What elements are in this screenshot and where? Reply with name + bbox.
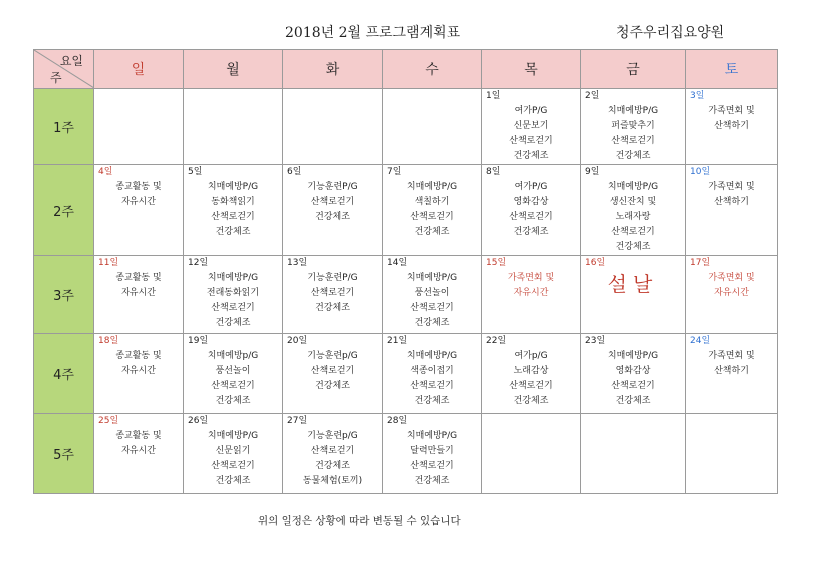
activity-item: 종교활동 및	[115, 431, 162, 441]
cell-date: 21일	[387, 336, 408, 346]
activity-item: 퍼즐맞추기	[611, 121, 655, 131]
activity-item: 풍선놀이	[414, 288, 450, 298]
day-cell	[383, 165, 482, 256]
day-cell	[184, 165, 283, 256]
cell-date: 18일	[98, 336, 119, 346]
activity-item: 기능훈련P/G	[307, 273, 358, 283]
day-cell	[283, 89, 383, 165]
day-cell	[184, 414, 283, 494]
organization-name: 청주우리집요양원	[616, 25, 725, 41]
activity-item: 산책로걷기	[310, 446, 355, 456]
activity-item: 동화책읽기	[211, 197, 255, 207]
activity-item: 산책로걷기	[310, 288, 355, 298]
day-header-row	[34, 50, 778, 89]
cell-date: 20일	[287, 336, 308, 346]
activity-item: 동물체험(토끼)	[302, 476, 363, 486]
cell-date: 13일	[287, 258, 308, 268]
activity-item: 치매예방P/G	[406, 182, 458, 192]
activity-item: 산책로걷기	[509, 136, 553, 146]
activity-item: 색종이접기	[410, 366, 454, 376]
cell-date: 7일	[387, 167, 402, 177]
cell-date: 2일	[585, 91, 600, 101]
day-header: 수	[383, 50, 482, 89]
day-cell	[482, 414, 581, 494]
activity-item: 가족면회 및	[708, 273, 755, 283]
activity-item: 여가P/G	[514, 182, 548, 192]
cell-date: 19일	[188, 336, 209, 346]
day-cell	[482, 256, 581, 334]
cell-date: 15일	[486, 258, 507, 268]
day-cell	[94, 414, 184, 494]
cell-date: 8일	[486, 167, 501, 177]
activity-item: 신문보기	[513, 121, 549, 131]
activity-item: 달력만들기	[410, 446, 454, 456]
schedule-body	[34, 89, 778, 494]
activity-item: 산책로걷기	[211, 381, 255, 391]
activity-item: 건강체조	[513, 227, 549, 237]
activity-item: 건강체조	[315, 212, 350, 222]
activity-item: 산책로걷기	[410, 212, 454, 222]
week-row	[34, 165, 778, 256]
cell-date: 3일	[690, 91, 705, 101]
day-cell	[94, 256, 184, 334]
cell-date: 10일	[690, 167, 711, 177]
activity-item: 건강체조	[215, 396, 251, 406]
footer-note: 위의 일정은 상황에 따라 변동될 수 있습니다	[258, 515, 461, 527]
activity-item: 건강체조	[414, 396, 450, 406]
activity-item: 기능훈련p/G	[307, 351, 358, 361]
activity-item: 산책로걷기	[410, 303, 454, 313]
activity-item: 산책로걷기	[509, 212, 553, 222]
day-cell	[686, 89, 778, 165]
cell-date: 25일	[98, 416, 119, 426]
activity-item: 영화감상	[615, 366, 651, 376]
day-cell	[184, 334, 283, 414]
activity-item: 생신잔치 및	[609, 197, 657, 207]
day-cell	[383, 256, 482, 334]
cell-date: 16일	[585, 258, 606, 268]
activity-item: 건강체조	[615, 396, 651, 406]
activity-item: 건강체조	[315, 303, 350, 313]
cell-date: 17일	[690, 258, 711, 268]
activity-item: 색칠하기	[414, 197, 450, 207]
cell-date: 27일	[287, 416, 308, 426]
activity-item: 치매예방P/G	[607, 351, 659, 361]
corner-week-label: 주	[50, 71, 62, 85]
cell-date: 11일	[98, 258, 119, 268]
activity-item: 치매예방P/G	[207, 431, 259, 441]
activity-item: 가족면회 및	[507, 273, 555, 283]
activity-item: 자유시간	[121, 288, 156, 298]
week-row	[34, 334, 778, 414]
activity-item: 산책로걷기	[211, 212, 255, 222]
activity-item: 건강체조	[315, 381, 350, 391]
day-cell	[383, 414, 482, 494]
day-cell	[686, 414, 778, 494]
day-cell	[581, 256, 686, 334]
cell-date: 4일	[98, 167, 113, 177]
activity-item: 신문읽기	[215, 446, 251, 456]
day-cell	[283, 165, 383, 256]
activity-item: 치매예방P/G	[406, 351, 458, 361]
day-cell	[581, 414, 686, 494]
activity-item: 건강체조	[315, 461, 350, 471]
activity-item: 건강체조	[215, 476, 251, 486]
activity-item: 건강체조	[513, 396, 549, 406]
activity-item: 노래감상	[513, 366, 549, 376]
week-row	[34, 414, 778, 494]
cell-date: 24일	[690, 336, 711, 346]
activity-item: 치매예방P/G	[207, 273, 259, 283]
activity-item: 기능훈련P/G	[307, 182, 358, 192]
week-label: 2주	[34, 165, 94, 256]
activity-item: 여가p/G	[514, 351, 548, 361]
activity-item: 풍선놀이	[215, 366, 251, 376]
activity-item: 자유시간	[513, 288, 549, 298]
activity-item: 건강체조	[513, 151, 549, 161]
activity-item: 건강체조	[215, 227, 251, 237]
week-label: 4주	[34, 334, 94, 414]
cell-date: 23일	[585, 336, 606, 346]
activity-item: 산책로걷기	[410, 381, 454, 391]
corner-header	[34, 50, 94, 89]
activity-item: 산책하기	[714, 197, 749, 207]
activity-item: 치매예방p/G	[207, 351, 259, 361]
activity-item: 자유시간	[121, 366, 156, 376]
activity-item: 종교활동 및	[115, 351, 162, 361]
activity-item: 산책로걷기	[611, 227, 655, 237]
activity-item: 산책하기	[714, 366, 749, 376]
activity-item: 건강체조	[414, 318, 450, 328]
document-title: 2018년 2월 프로그램계획표	[285, 25, 461, 41]
day-cell	[184, 89, 283, 165]
day-cell	[94, 334, 184, 414]
day-cell	[482, 165, 581, 256]
activity-item: 자유시간	[714, 288, 749, 298]
day-cell	[482, 334, 581, 414]
week-label: 5주	[34, 414, 94, 494]
day-cell	[686, 334, 778, 414]
day-header: 월	[184, 50, 283, 89]
activity-item: 건강체조	[615, 151, 651, 161]
activity-item: 건강체조	[215, 318, 251, 328]
cell-date: 14일	[387, 258, 408, 268]
activity-item: 종교활동 및	[115, 182, 162, 192]
day-cell	[283, 256, 383, 334]
activity-item: 치매예방P/G	[406, 273, 458, 283]
day-cell	[184, 256, 283, 334]
activity-item: 가족면회 및	[708, 351, 755, 361]
corner-day-label: 요일	[59, 54, 83, 68]
activity-item: 종교활동 및	[115, 273, 162, 283]
activity-item: 산책로걷기	[310, 197, 355, 207]
day-header: 일	[94, 50, 184, 89]
week-label: 1주	[34, 89, 94, 165]
activity-item: 가족면회 및	[708, 182, 755, 192]
activity-item: 산책로걷기	[509, 381, 553, 391]
day-header: 화	[283, 50, 383, 89]
activity-item: 건강체조	[414, 476, 450, 486]
activity-item: 치매예방P/G	[207, 182, 259, 192]
cell-date: 22일	[486, 336, 507, 346]
activity-item: 치매예방P/G	[607, 182, 659, 192]
activity-item: 노래자랑	[615, 212, 651, 222]
activity-item: 산책로걷기	[410, 461, 454, 471]
day-header: 토	[686, 50, 778, 89]
schedule-table	[33, 49, 778, 494]
day-cell	[581, 334, 686, 414]
cell-date: 9일	[585, 167, 600, 177]
cell-date: 1일	[486, 91, 501, 101]
week-row	[34, 256, 778, 334]
day-cell	[686, 165, 778, 256]
day-header: 목	[482, 50, 581, 89]
activity-item: 자유시간	[121, 446, 156, 456]
activity-item: 자유시간	[121, 197, 156, 207]
activity-item: 치매예방P/G	[406, 431, 458, 441]
activity-item: 건강체조	[414, 227, 450, 237]
day-cell	[482, 89, 581, 165]
activity-item: 기능훈련p/G	[307, 431, 358, 441]
activity-item: 영화감상	[513, 197, 549, 207]
cell-date: 6일	[287, 167, 302, 177]
activity-item: 가족면회 및	[708, 106, 755, 116]
cell-date: 12일	[188, 258, 209, 268]
holiday-label: 설날	[607, 272, 659, 296]
activity-item: 건강체조	[615, 242, 651, 252]
activity-item: 산책로걷기	[211, 461, 255, 471]
activity-item: 산책로걷기	[310, 366, 355, 376]
day-cell	[283, 414, 383, 494]
cell-date: 28일	[387, 416, 408, 426]
activity-item: 산책로걷기	[211, 303, 255, 313]
cell-date: 5일	[188, 167, 203, 177]
day-cell	[581, 165, 686, 256]
day-cell	[94, 89, 184, 165]
day-cell	[686, 256, 778, 334]
week-row	[34, 89, 778, 165]
activity-item: 산책로걷기	[611, 136, 655, 146]
day-header: 금	[581, 50, 686, 89]
activity-item: 산책하기	[714, 121, 749, 131]
day-cell	[94, 165, 184, 256]
day-cell	[581, 89, 686, 165]
day-cell	[383, 334, 482, 414]
activity-item: 여가P/G	[514, 106, 548, 116]
activity-item: 전래동화읽기	[206, 288, 260, 298]
activity-item: 치매예방P/G	[607, 106, 659, 116]
day-cell	[283, 334, 383, 414]
day-cell	[383, 89, 482, 165]
activity-item: 산책로걷기	[611, 381, 655, 391]
cell-date: 26일	[188, 416, 209, 426]
week-label: 3주	[34, 256, 94, 334]
